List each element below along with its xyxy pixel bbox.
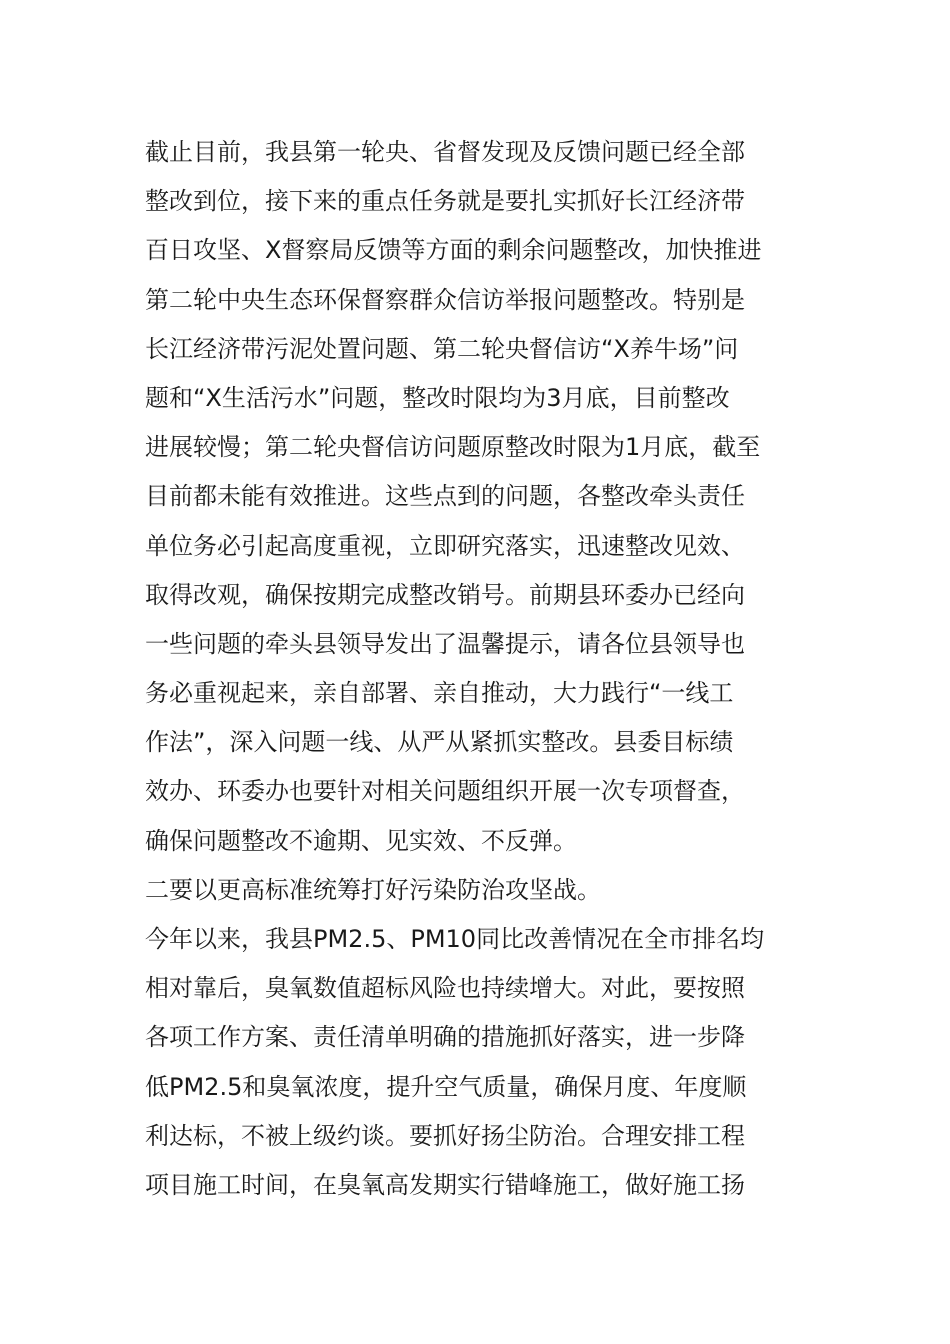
text-line: 截止目前，我县第一轮央、省督发现及反馈问题已经全部 [145,138,745,166]
text-line: 取得改观，确保按期完成整改销号。前期县环委办已经向 [145,580,745,609]
text-line: 利达标，不被上级约谈。要抓好扬尘防治。合理安排工程 [145,1121,745,1150]
text-line: 第二轮中央生态环保督察群众信访举报问题整改。特别是 [145,285,745,314]
text-line: 确保问题整改不逾期、见实效、不反弹。 [145,826,577,855]
text-line: 相对靠后，臭氧数值超标风险也持续增大。对此，要按照 [145,974,745,1003]
text-line: 整改到位，接下来的重点任务就是要扎实抓好长江经济带 [145,187,745,216]
text-line: 项目施工时间，在臭氧高发期实行错峰施工，做好施工扬 [145,1170,745,1199]
text-line: 目前都未能有效推进。这些点到的问题，各整改牵头责任 [145,482,745,511]
document-body [145,128,805,1210]
text-line: 低PM2.5和臭氧浓度，提升空气质量，确保月度、年度顺 [145,1072,747,1101]
text-line: 各项工作方案、责任清单明确的措施抓好落实，进一步降 [145,1023,745,1052]
text-line: 一些问题的牵头县领导发出了温馨提示，请各位县领导也 [145,629,745,658]
text-line: 务必重视起来，亲自部署、亲自推动，大力践行“一线工 [145,679,734,708]
text-line: 题和“X生活污水”问题，整改时限均为3月底，目前整改 [145,383,730,412]
text-line: 作法”，深入问题一线、从严从紧抓实整改。县委目标绩 [145,728,734,757]
text-line: 二要以更高标准统筹打好污染防治攻坚战。 [145,875,601,904]
text-line: 百日攻坚、X督察局反馈等方面的剩余问题整改，加快推进 [145,236,762,265]
text-line: 效办、环委办也要针对相关问题组织开展一次专项督查， [145,777,745,806]
text-line: 长江经济带污泥处置问题、第二轮央督信访“X养牛场”问 [145,334,739,363]
text-line: 今年以来，我县PM2.5、PM10同比改善情况在全市排名均 [145,925,765,953]
text-line: 单位务必引起高度重视，立即研究落实，迅速整改见效、 [145,531,745,560]
text-line: 进展较慢；第二轮央督信访问题原整改时限为1月底，截至 [145,433,761,462]
